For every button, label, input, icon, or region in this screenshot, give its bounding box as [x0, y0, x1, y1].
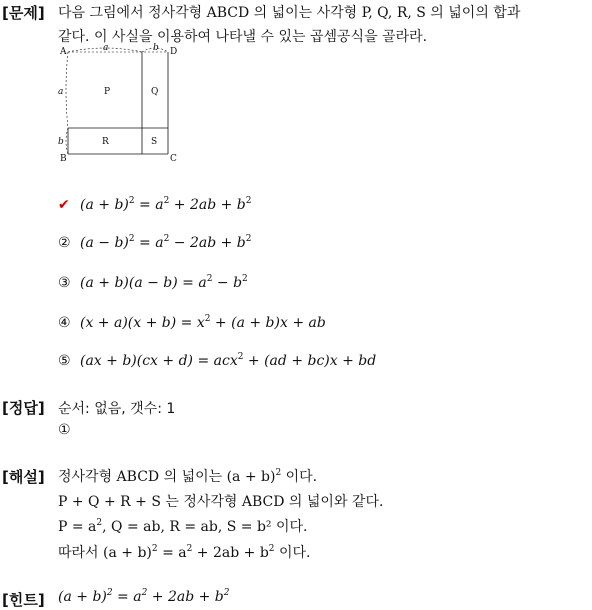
choice-3[interactable]: ③ $(a + b)(a - b) = a^2 - b^2$	[58, 274, 248, 291]
answer-meta: 순서: 없음, 갯수: 1	[58, 401, 176, 417]
explanation-line4: 따라서 $(a + b)^2 = a^2 + 2ab + b^2$ 이다.	[58, 544, 311, 561]
choice-number: ④	[58, 315, 71, 331]
explanation-line3: $P = a^2$, Q = ab, R = ab, S = b² 이다.	[58, 518, 308, 535]
answer-label: [정답]	[2, 399, 45, 417]
problem-text-line2: 같다. 이 사실을 이용하여 나타낼 수 있는 곱셈공식을 골라라.	[58, 29, 428, 45]
region-p-label: P	[104, 87, 111, 97]
problem-label: [문제]	[2, 4, 45, 22]
vertex-d-label: D	[170, 47, 178, 57]
top-b-label: b	[153, 43, 159, 53]
region-q-label: Q	[151, 87, 159, 97]
explanation-line2: P + Q + R + S 는 정사각형 ABCD 의 넓이와 같다.	[58, 494, 384, 510]
vertex-b-label: B	[60, 154, 67, 164]
problem-text-line1: 다음 그림에서 정사각형 ABCD 의 넓이는 사각형 P, Q, R, S 의 넓이의 합과	[58, 5, 521, 21]
vertex-c-label: C	[170, 154, 177, 164]
answer-value: ①	[58, 422, 71, 438]
side-b-label: b	[58, 137, 64, 147]
square-diagram	[54, 42, 184, 164]
choice-number: ③	[58, 275, 71, 291]
choice-4[interactable]: ④ $(x + a)(x + b) = x^2 + (a + b)x$ + ab	[58, 314, 326, 331]
choice-number: ⑤	[58, 353, 71, 369]
choice-5[interactable]: ⑤ (ax + b)(cx + d) = acx$^2$ + (ad + bc)x + bd	[58, 352, 377, 369]
selected-check-icon: ✔	[58, 197, 70, 213]
side-a-label: a	[58, 87, 64, 97]
top-a-label: a	[103, 43, 109, 53]
vertex-a-label: A	[60, 47, 67, 57]
explanation-label: [해설]	[2, 468, 45, 486]
choice-number: ②	[58, 235, 71, 251]
hint-label: [힌트]	[2, 591, 45, 609]
hint-formula: $(a + b)^2 = a^2 + 2ab + b^2$	[58, 588, 230, 605]
explanation-line1: 정사각형 ABCD 의 넓이는 $(a + b)^2$ 이다.	[58, 468, 318, 485]
choice-1[interactable]: ✔ $(a + b)^2 = a^2 + 2ab + b^2$	[58, 196, 252, 213]
choice-2[interactable]: ② $(a - b)^2 = a^2 - 2ab + b^2$	[58, 234, 252, 251]
region-s-label: S	[151, 137, 158, 147]
region-r-label: R	[102, 137, 109, 147]
